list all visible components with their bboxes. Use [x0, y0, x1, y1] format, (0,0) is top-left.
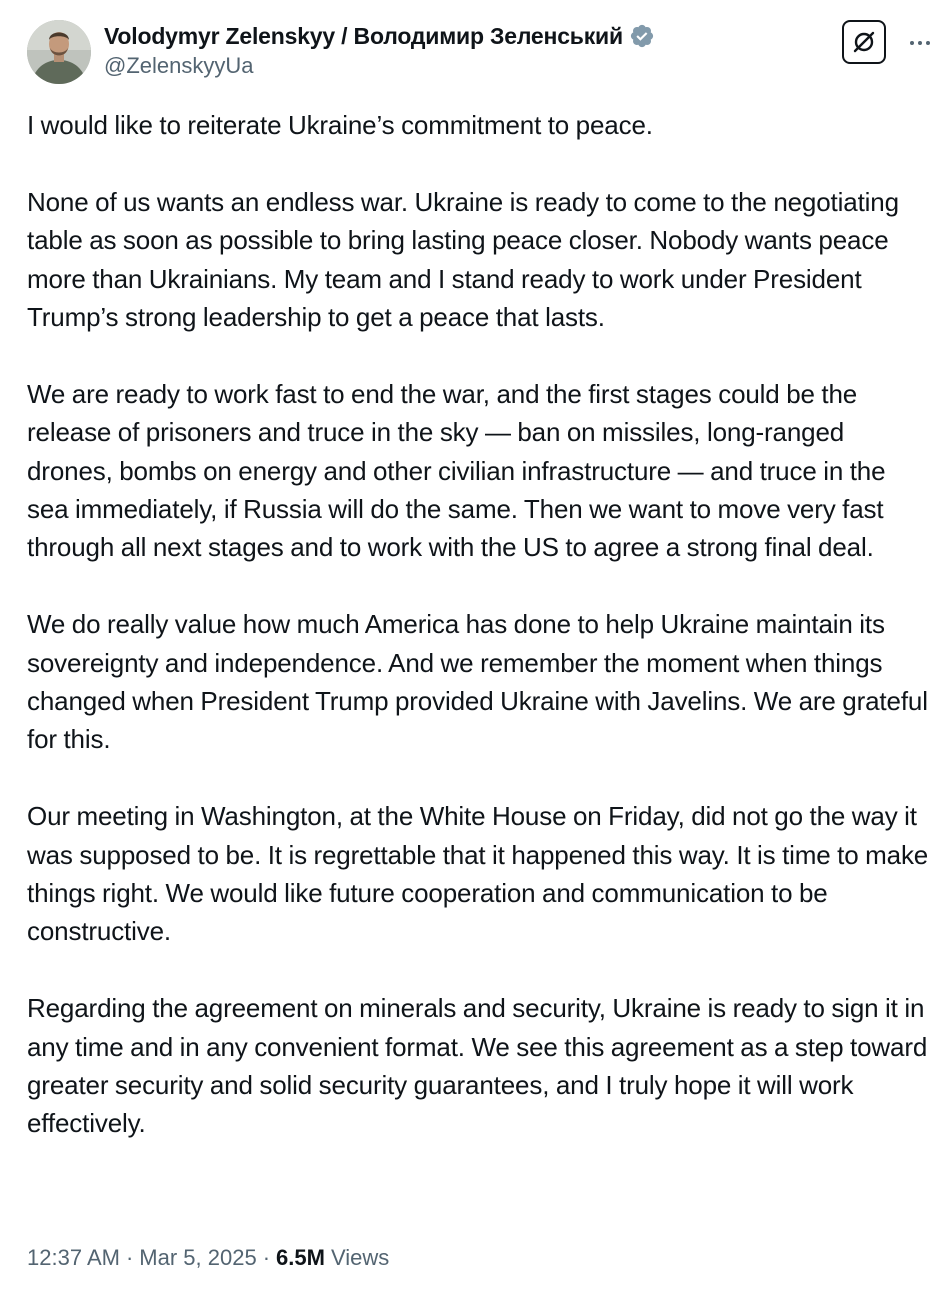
more-dots-icon	[926, 41, 930, 45]
tweet-time[interactable]: 12:37 AM	[27, 1245, 120, 1270]
views-count[interactable]: 6.5M	[276, 1245, 325, 1270]
tweet-paragraph: Regarding the agreement on minerals and security, Ukraine is ready to sign it in any time and in any convenient format. We see this agreement as a step toward greater security and solid security guarantees, and I truly hope it will work effectively.	[27, 993, 928, 1139]
meta-separator: ·	[262, 1245, 271, 1270]
tweet-paragraph: I would like to reiterate Ukraine’s commitment to peace.	[27, 110, 653, 140]
tweet-paragraph: None of us wants an endless war. Ukraine is ready to come to the negotiating table as soon as possible to bring lasting peace closer. Nobody wants peace more than Ukrainians. My team and I stand ready to work under President Trump’s strong leadership to get a peace that lasts.	[27, 186, 899, 333]
more-dots-icon	[910, 41, 914, 45]
tweet-paragraph: We are ready to work fast to end the war, and the first stages could be the release of prisoners and truce in the sky — ban on missiles, long-ranged drones, bombs on energy and other civilian infrastructure — and truce in the sea immediately, if Russia will do the same. Then we want to move very fast through all next stages and to work with the US to agree a strong final deal.	[27, 378, 886, 563]
avatar[interactable]	[27, 20, 91, 84]
author-name-row	[104, 20, 655, 52]
grok-slash-icon	[851, 29, 877, 55]
tweet-date[interactable]: Mar 5, 2025	[139, 1245, 257, 1270]
tweet-paragraph: Our meeting in Washington, at the White House on Friday, did not go the way it was supposed to be. It is regrettable that it happened this way. It is time to make things right. We would like future cooperation and communication to be constructive.	[27, 801, 929, 947]
verified-badge-icon[interactable]	[629, 23, 655, 49]
views-label: Views	[330, 1245, 390, 1270]
more-options-button[interactable]	[902, 31, 938, 55]
meta-separator: ·	[125, 1245, 134, 1270]
grok-button[interactable]	[842, 20, 886, 64]
tweet-text	[27, 106, 932, 1143]
author-handle[interactable]: @ZelenskyyUa	[104, 53, 254, 78]
author-name[interactable]: Volodymyr Zelenskyy / Володимир Зеленський	[104, 22, 623, 49]
tweet-meta	[27, 1245, 389, 1271]
author-block	[104, 20, 655, 79]
avatar-photo	[27, 20, 91, 84]
more-dots-icon	[918, 41, 922, 45]
tweet-paragraph: We do really value how much America has done to help Ukraine maintain its sovereignty and independence. And we remember the moment when things changed when President Trump provided Ukraine with Javelins. We are grateful for this.	[27, 609, 928, 755]
